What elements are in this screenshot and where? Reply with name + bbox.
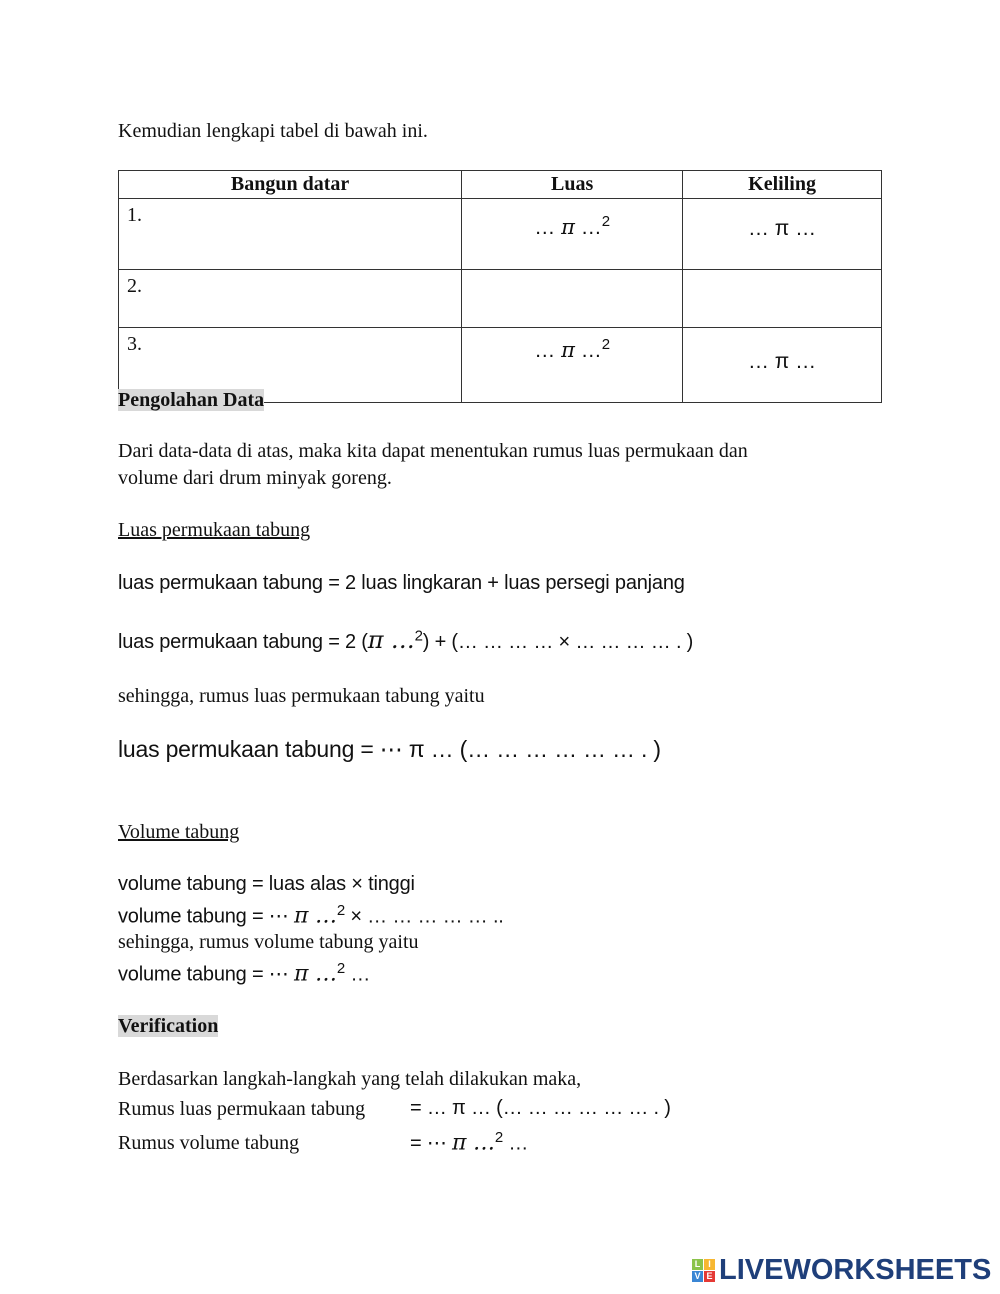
sehingga-luas-text: sehingga, rumus luas permukaan tabung yaitu: [118, 685, 485, 707]
luas-exponent: 2: [601, 336, 611, 353]
logo-block: I: [704, 1259, 715, 1270]
keliling-cell[interactable]: … π …: [683, 328, 882, 403]
eq-part: = ⋯: [410, 1132, 452, 1155]
logo-text: LIVEWORKSHEETS: [719, 1254, 992, 1286]
eq-part: × … … … … … ..: [344, 905, 504, 928]
luas-pre: …: [534, 339, 562, 362]
pi-symbol: π: [561, 338, 575, 362]
verification-volume-label: Rumus volume tabung: [118, 1132, 300, 1154]
eq-part: π …: [293, 961, 337, 987]
logo-blocks-icon: [692, 1259, 715, 1282]
verification-intro: Berdasarkan langkah-langkah yang telah dilakukan maka,: [118, 1068, 582, 1090]
keliling-cell[interactable]: … π …: [683, 199, 882, 270]
eq-part: volume tabung = ⋯: [118, 963, 294, 986]
eq-exponent: 2: [336, 902, 345, 919]
luas-cell[interactable]: [462, 328, 683, 403]
eq-exponent: 2: [494, 1129, 504, 1146]
subheading-volume: Volume tabung: [118, 821, 240, 843]
eq-part: …: [503, 1132, 529, 1155]
equation-volume-2[interactable]: [118, 903, 504, 928]
header-luas: Luas: [462, 171, 683, 199]
eq-part: π …: [293, 903, 337, 929]
intro-text: Kemudian lengkapi tabel di bawah ini.: [118, 120, 428, 142]
logo-block: E: [704, 1271, 715, 1282]
equation-luas-final[interactable]: luas permukaan tabung = ⋯ π … (… … … … … … . ): [118, 736, 661, 762]
luas-pre: …: [534, 216, 562, 239]
eq-exponent: 2: [336, 960, 345, 977]
section-heading-pengolahan: Pengolahan Data: [118, 389, 265, 411]
eq-part: volume tabung = ⋯: [118, 905, 294, 928]
verification-volume-formula[interactable]: [410, 1130, 528, 1155]
paragraph-line: volume dari drum minyak goreng.: [118, 467, 392, 489]
table-row: [119, 270, 882, 328]
keliling-cell[interactable]: [683, 270, 882, 328]
subheading-luas: Luas permukaan tabung: [118, 519, 311, 541]
luas-post: …: [574, 216, 602, 239]
eq-part: π …: [367, 626, 415, 654]
row-number: 2.: [119, 270, 462, 328]
verification-luas-formula[interactable]: = … π … (… … … … … … . ): [410, 1097, 671, 1119]
equation-luas-2[interactable]: [118, 628, 693, 652]
shapes-table: [118, 170, 882, 403]
eq-part: π …: [452, 1130, 495, 1156]
eq-exponent: 2: [414, 627, 423, 645]
row-number: 3.: [119, 328, 462, 403]
table-header-row: [119, 171, 882, 199]
paragraph-line: Dari data-data di atas, maka kita dapat menentukan rumus luas permukaan dan: [118, 440, 748, 462]
equation-luas-1: luas permukaan tabung = 2 luas lingkaran + luas persegi panjang: [118, 572, 685, 594]
luas-exponent: 2: [601, 213, 611, 230]
eq-part: …: [344, 963, 371, 986]
luas-post: …: [574, 339, 602, 362]
sehingga-volume-text: sehingga, rumus volume tabung yaitu: [118, 931, 419, 953]
header-keliling: Keliling: [683, 171, 882, 199]
header-bangun-datar: Bangun datar: [119, 171, 462, 199]
liveworksheets-logo: [692, 1254, 991, 1287]
luas-cell[interactable]: [462, 270, 683, 328]
eq-part: luas permukaan tabung = 2 (: [118, 631, 368, 653]
verification-luas-label: Rumus luas permukaan tabung: [118, 1098, 366, 1120]
luas-cell[interactable]: [462, 199, 683, 270]
equation-volume-1: volume tabung = luas alas × tinggi: [118, 873, 415, 895]
table-row: [119, 199, 882, 270]
pi-symbol: π: [561, 215, 575, 239]
logo-block: V: [692, 1271, 703, 1282]
row-number: 1.: [119, 199, 462, 270]
equation-volume-final[interactable]: [118, 961, 370, 986]
section-heading-verification: Verification: [118, 1015, 219, 1037]
eq-part: ) + (… … … … × … … … … . ): [422, 631, 694, 653]
logo-block: L: [692, 1259, 703, 1270]
